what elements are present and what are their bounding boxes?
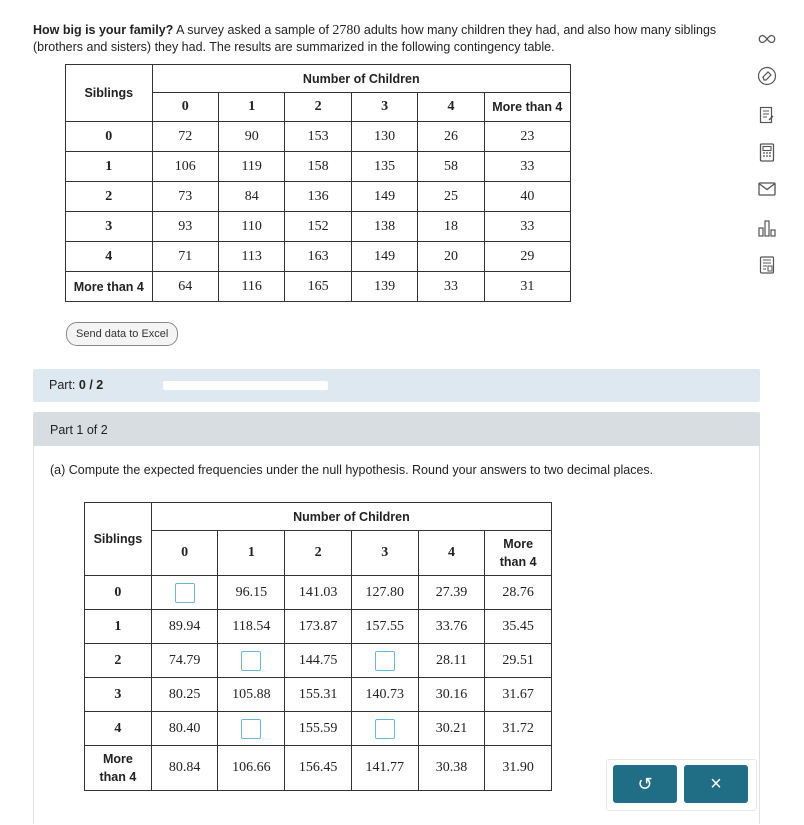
bar-chart-icon[interactable] [756, 217, 778, 239]
table-row [66, 212, 571, 242]
answer-input[interactable] [375, 719, 395, 739]
notes-icon[interactable] [756, 104, 778, 126]
question-title: How big is your family? [33, 23, 174, 37]
col-header: 4 [418, 531, 485, 576]
row-label: More than 4 [66, 272, 153, 302]
undo-button[interactable] [613, 765, 677, 803]
table-row [66, 242, 571, 272]
table-cell: 26 [418, 122, 484, 152]
row-label: 3 [66, 212, 153, 242]
table-row [85, 712, 552, 746]
table-cell: 72 [152, 122, 218, 152]
close-icon: × [710, 772, 722, 795]
table-cell: 25 [418, 182, 484, 212]
table-cell: 30.21 [418, 712, 485, 746]
table-cell: 139 [351, 272, 417, 302]
table-cell: 58 [418, 152, 484, 182]
table-row [85, 644, 552, 678]
table-cell: 31.90 [485, 746, 552, 791]
part-title: Part 1 of 2 [50, 423, 108, 437]
table-cell: 89.94 [151, 610, 218, 644]
col-group-header: Number of Children [152, 65, 570, 93]
row-label [85, 746, 152, 791]
table-row [66, 182, 571, 212]
row-label-line2: than 4 [99, 770, 137, 784]
table-cell: 40 [484, 182, 570, 212]
answer-cell[interactable] [218, 644, 285, 678]
col-group-header: Number of Children [151, 503, 551, 531]
instruction-text: (a) Compute the expected frequencies under the null hypothesis. Round your answers to two decimal places. [50, 463, 654, 477]
answer-cell[interactable] [351, 712, 418, 746]
table-cell: 153 [285, 122, 351, 152]
part-progress-bar [33, 369, 760, 402]
table-cell: 118.54 [218, 610, 285, 644]
part-value: 0 / 2 [78, 378, 104, 392]
table-cell: 127.80 [351, 576, 418, 610]
table-cell: 116 [218, 272, 284, 302]
row-label: 2 [85, 644, 152, 678]
answer-input[interactable] [241, 651, 261, 671]
table-row [66, 122, 571, 152]
table-row [85, 576, 552, 610]
col-header: More than 4 [484, 93, 570, 122]
answer-cell[interactable] [351, 644, 418, 678]
col-header: 2 [285, 531, 352, 576]
table-cell: 80.40 [151, 712, 218, 746]
undo-icon: ↺ [637, 773, 653, 794]
col-header [485, 531, 552, 576]
col-header-line2: than 4 [499, 555, 537, 569]
mail-icon[interactable] [756, 178, 778, 200]
table-cell: 119 [218, 152, 284, 182]
data-icon[interactable] [756, 254, 778, 276]
table-cell: 31.67 [485, 678, 552, 712]
table-cell: 130 [351, 122, 417, 152]
table-cell: 105.88 [218, 678, 285, 712]
answer-input[interactable] [375, 651, 395, 671]
col-header: 1 [218, 531, 285, 576]
table-cell: 163 [285, 242, 351, 272]
table-cell: 141.77 [351, 746, 418, 791]
table-cell: 80.84 [151, 746, 218, 791]
table-cell: 31 [484, 272, 570, 302]
table-cell: 96.15 [218, 576, 285, 610]
table-cell: 165 [285, 272, 351, 302]
table-row [66, 272, 571, 302]
infinity-icon[interactable] [756, 28, 778, 50]
table-cell: 71 [152, 242, 218, 272]
table-cell: 157.55 [351, 610, 418, 644]
table-cell: 144.75 [285, 644, 352, 678]
part-header [33, 412, 760, 446]
table-cell: 155.59 [285, 712, 352, 746]
col-header: 0 [152, 93, 218, 122]
table-cell: 152 [285, 212, 351, 242]
table-cell: 23 [484, 122, 570, 152]
row-label: 0 [85, 576, 152, 610]
table-cell: 28.76 [485, 576, 552, 610]
row-header-siblings: Siblings [66, 65, 153, 122]
progress-track [163, 381, 328, 390]
answer-cell[interactable] [151, 576, 218, 610]
table-cell: 93 [152, 212, 218, 242]
row-label: 1 [85, 610, 152, 644]
row-label: 1 [66, 152, 153, 182]
table-row [85, 610, 552, 644]
eraser-icon[interactable] [756, 65, 778, 87]
table-cell: 173.87 [285, 610, 352, 644]
col-header: 2 [285, 93, 351, 122]
table-cell: 110 [218, 212, 284, 242]
question-text-part2: adults how many children they had, and also how many siblings (brothers and sisters) they had. The results are summarized in the following contingency table. [33, 23, 717, 54]
table-cell: 30.38 [418, 746, 485, 791]
table-row [85, 746, 552, 791]
table-cell: 136 [285, 182, 351, 212]
table-cell: 74.79 [151, 644, 218, 678]
table-cell: 135 [351, 152, 417, 182]
table-cell: 158 [285, 152, 351, 182]
row-label: 4 [85, 712, 152, 746]
col-header-line1: More [503, 537, 534, 551]
answer-input[interactable] [175, 583, 195, 603]
table-cell: 149 [351, 182, 417, 212]
table-cell: 90 [218, 122, 284, 152]
table-cell: 80.25 [151, 678, 218, 712]
table-cell: 20 [418, 242, 484, 272]
table-cell: 35.45 [485, 610, 552, 644]
action-buttons [606, 759, 757, 811]
observed-table [65, 64, 571, 302]
row-label-line1: More [102, 752, 133, 766]
row-label: 3 [85, 678, 152, 712]
sample-size: 2780 [332, 23, 361, 38]
table-cell: 73 [152, 182, 218, 212]
table-cell: 33 [418, 272, 484, 302]
col-header: 3 [351, 93, 417, 122]
answer-input[interactable] [241, 719, 261, 739]
table-cell: 106.66 [218, 746, 285, 791]
answer-cell[interactable] [218, 712, 285, 746]
col-header: 0 [151, 531, 218, 576]
send-to-excel-button[interactable]: Send data to Excel [66, 322, 178, 346]
question-text-part1: A survey asked a sample of [173, 23, 333, 37]
table-cell: 149 [351, 242, 417, 272]
table-cell: 113 [218, 242, 284, 272]
table-cell: 33 [484, 212, 570, 242]
expected-table [84, 502, 552, 791]
table-cell: 138 [351, 212, 417, 242]
table-cell: 27.39 [418, 576, 485, 610]
table-cell: 106 [152, 152, 218, 182]
table-row [85, 678, 552, 712]
table-cell: 30.16 [418, 678, 485, 712]
table-cell: 84 [218, 182, 284, 212]
row-label: 0 [66, 122, 153, 152]
question-text [33, 22, 763, 56]
table-cell: 18 [418, 212, 484, 242]
calculator-icon[interactable] [756, 141, 778, 163]
row-header-siblings: Siblings [85, 503, 152, 576]
table-cell: 28.11 [418, 644, 485, 678]
part-label: Part: [49, 378, 76, 392]
table-cell: 64 [152, 272, 218, 302]
table-cell: 33 [484, 152, 570, 182]
clear-button[interactable] [684, 765, 748, 803]
col-header: 3 [351, 531, 418, 576]
table-cell: 155.31 [285, 678, 352, 712]
table-cell: 141.03 [285, 576, 352, 610]
table-row [66, 152, 571, 182]
table-cell: 29 [484, 242, 570, 272]
row-label: 4 [66, 242, 153, 272]
table-cell: 29.51 [485, 644, 552, 678]
table-cell: 140.73 [351, 678, 418, 712]
table-cell: 31.72 [485, 712, 552, 746]
col-header: 1 [218, 93, 284, 122]
table-cell: 33.76 [418, 610, 485, 644]
row-label: 2 [66, 182, 153, 212]
col-header: 4 [418, 93, 484, 122]
table-cell: 156.45 [285, 746, 352, 791]
